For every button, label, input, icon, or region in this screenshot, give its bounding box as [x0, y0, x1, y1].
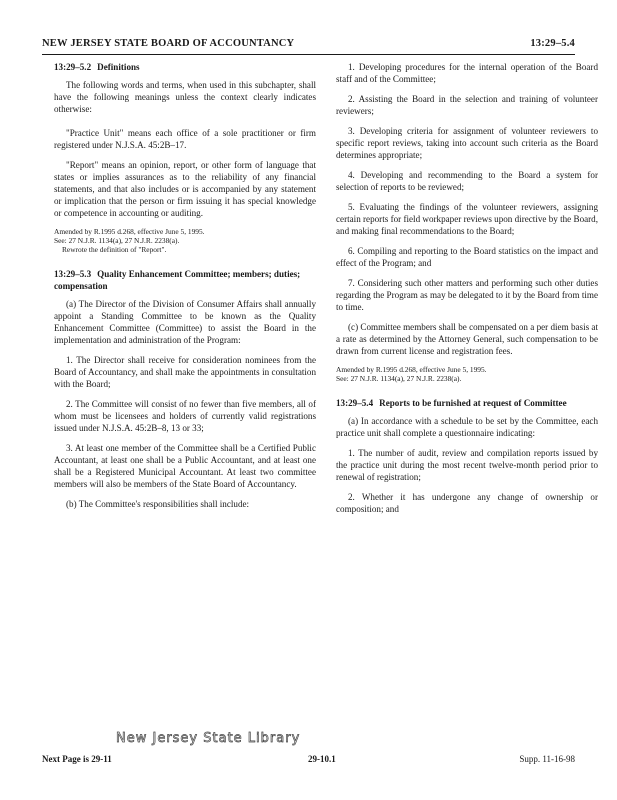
section-title: Definitions	[97, 62, 140, 72]
paragraph-b: (b) The Committee's responsibilities shall include:	[66, 499, 250, 509]
page-footer	[42, 754, 575, 770]
definitions-intro: The following words and terms, when used in this subchapter, shall have the following meanings unless the context clearly indicates otherwise:	[54, 80, 316, 114]
section-title: Quality Enhancement Committee; members; duties; compensation	[54, 269, 301, 291]
paragraph-a: (a) In accordance with a schedule to be set by the Committee, each practice unit shall complete a questionnaire indicating:	[336, 416, 598, 438]
history-line: See: 27 N.J.R. 1134(a), 27 N.J.R. 2238(a).	[54, 236, 180, 245]
section-number: 13:29–5.2	[54, 62, 92, 72]
definition-report: "Report" means an opinion, report, or other form of language that states or implies assurances as to the reliability of any financial statements, and that also includes or is accompanied by any statement or implication that the person or firm issuing it has special knowledge or competence in accounting or auditing.	[54, 160, 316, 218]
history-line: See: 27 N.J.R. 1134(a), 27 N.J.R. 2238(a).	[336, 374, 462, 383]
header-rule	[42, 54, 575, 55]
responsibility-2: 2. Assisting the Board in the selection and training of volunteer reviewers;	[336, 94, 598, 116]
section-title: Reports to be furnished at request of Committee	[379, 398, 567, 408]
item-2: 2. The Committee will consist of no fewer than five members, all of whom must be licensees and holders of currently valid registrations issued under N.J.S.A. 45:2B–8, 13 or 33;	[54, 399, 316, 433]
item-1: 1. The number of audit, review and compilation reports issued by the practice unit during the most recent twelve-month period prior to renewal of registration;	[336, 448, 598, 482]
section-number: 13:29–5.3	[54, 269, 92, 279]
definition-practice-unit: "Practice Unit" means each office of a sole practitioner or firm registered under N.J.S.A. 45:2B–17.	[54, 128, 316, 150]
next-page-note: Next Page is 29-11	[42, 754, 112, 764]
responsibility-5: 5. Evaluating the findings of the volunteer reviewers, assigning certain reports for field workpaper reviews upon directive by the Board, and making final recommendations to the Board;	[336, 202, 598, 236]
header-title: NEW JERSEY STATE BOARD OF ACCOUNTANCY	[42, 38, 295, 49]
responsibility-1: 1. Developing procedures for the internal operation of the Board staff and of the Committee;	[336, 62, 598, 84]
supplement-date: Supp. 11-16-98	[519, 754, 575, 764]
header-section-code: 13:29–5.4	[530, 38, 575, 49]
history-line: Amended by R.1995 d.268, effective June 5, 1995.	[54, 227, 205, 236]
left-column	[54, 61, 316, 518]
responsibility-7: 7. Considering such other matters and performing such other duties regarding the Program as may be delegated to it by the Board from time to time.	[336, 278, 598, 312]
section-heading-5-4	[336, 397, 598, 409]
paragraph-a: (a) The Director of the Division of Consumer Affairs shall annually appoint a Standing Committee to be known as the Quality Enhancement Committee (Committee) to assist the Board in the implementation and administration of the Program:	[54, 299, 316, 345]
paragraph-c: (c) Committee members shall be compensated on a per diem basis at a rate as determined by the Attorney General, such compensation to be drawn from current license and registration fees.	[336, 322, 598, 356]
history-note	[54, 227, 316, 254]
section-heading-5-3	[54, 268, 316, 292]
item-3: 3. At least one member of the Committee shall be a Certified Public Accountant, at least one shall be a Public Accountant, and at least one shall be a Registered Municipal Accountant. At least two committee members will also be members of the State Board of Accountancy.	[54, 443, 316, 489]
library-stamp: New Jersey State Library	[116, 731, 301, 746]
history-note	[336, 365, 598, 383]
page-number: 29-10.1	[308, 754, 336, 764]
history-line: Amended by R.1995 d.268, effective June 5, 1995.	[336, 365, 487, 374]
item-2: 2. Whether it has undergone any change of ownership or composition; and	[336, 492, 598, 514]
responsibility-6: 6. Compiling and reporting to the Board statistics on the impact and effect of the Program; and	[336, 246, 598, 268]
section-heading-5-2	[54, 61, 316, 73]
history-line: Rewrote the definition of "Report".	[62, 245, 167, 254]
section-number: 13:29–5.4	[336, 398, 374, 408]
item-1: 1. The Director shall receive for consideration nominees from the Board of Accountancy, and shall make the appointments in consultation with the Board;	[54, 355, 316, 389]
right-column	[336, 61, 598, 523]
responsibility-4: 4. Developing and recommending to the Board a system for selection of reports to be reviewed;	[336, 170, 598, 192]
running-header	[42, 38, 575, 54]
responsibility-3: 3. Developing criteria for assignment of volunteer reviewers to specific report reviews, taking into account such criteria as the Board determines appropriate;	[336, 126, 598, 160]
